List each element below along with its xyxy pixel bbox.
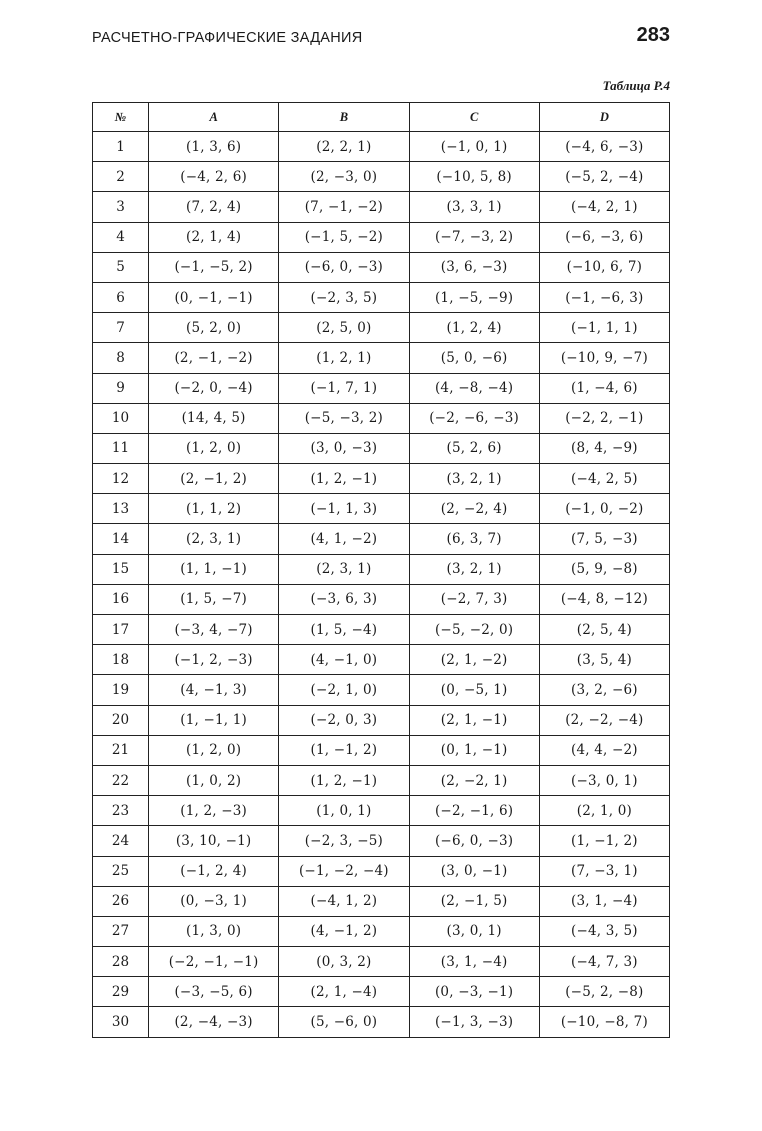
- cell-a: (1, 1, −1): [149, 554, 279, 584]
- cell-d: (−3, 0, 1): [539, 765, 669, 795]
- table-row: [93, 615, 670, 645]
- cell-a: (14, 4, 5): [149, 403, 279, 433]
- cell-b: (2, 3, 1): [279, 554, 409, 584]
- cell-a: (1, 3, 6): [149, 132, 279, 162]
- cell-b: (4, 1, −2): [279, 524, 409, 554]
- cell-d: (−4, 2, 5): [539, 464, 669, 494]
- cell-b: (−1, −2, −4): [279, 856, 409, 886]
- cell-d: (2, −2, −4): [539, 705, 669, 735]
- cell-c: (3, 2, 1): [409, 554, 539, 584]
- cell-a: (1, 0, 2): [149, 765, 279, 795]
- row-number: 19: [93, 675, 149, 705]
- cell-b: (5, −6, 0): [279, 1007, 409, 1037]
- cell-d: (−1, 1, 1): [539, 313, 669, 343]
- cell-b: (2, 1, −4): [279, 977, 409, 1007]
- column-header-d: D: [539, 103, 669, 132]
- table-row: [93, 524, 670, 554]
- table-row: [93, 765, 670, 795]
- row-number: 17: [93, 615, 149, 645]
- cell-d: (−10, 6, 7): [539, 252, 669, 282]
- table-row: [93, 675, 670, 705]
- cell-d: (−4, 2, 1): [539, 192, 669, 222]
- cell-b: (−5, −3, 2): [279, 403, 409, 433]
- cell-c: (1, 2, 4): [409, 313, 539, 343]
- cell-c: (−2, −1, 6): [409, 796, 539, 826]
- row-number: 1: [93, 132, 149, 162]
- table-row: [93, 494, 670, 524]
- row-number: 8: [93, 343, 149, 373]
- cell-d: (4, 4, −2): [539, 735, 669, 765]
- cell-a: (7, 2, 4): [149, 192, 279, 222]
- column-header-number: №: [93, 103, 149, 132]
- cell-a: (5, 2, 0): [149, 313, 279, 343]
- cell-a: (2, 3, 1): [149, 524, 279, 554]
- cell-d: (1, −1, 2): [539, 826, 669, 856]
- cell-a: (2, 1, 4): [149, 222, 279, 252]
- row-number: 16: [93, 584, 149, 614]
- cell-a: (1, 3, 0): [149, 916, 279, 946]
- cell-c: (0, 1, −1): [409, 735, 539, 765]
- cell-a: (2, −1, −2): [149, 343, 279, 373]
- table-row: [93, 645, 670, 675]
- cell-b: (4, −1, 2): [279, 916, 409, 946]
- cell-c: (−1, 0, 1): [409, 132, 539, 162]
- cell-c: (4, −8, −4): [409, 373, 539, 403]
- cell-b: (−1, 1, 3): [279, 494, 409, 524]
- row-number: 4: [93, 222, 149, 252]
- cell-a: (1, −1, 1): [149, 705, 279, 735]
- cell-a: (4, −1, 3): [149, 675, 279, 705]
- table-row: [93, 252, 670, 282]
- page-number: 283: [636, 24, 670, 46]
- cell-a: (2, −4, −3): [149, 1007, 279, 1037]
- cell-c: (−10, 5, 8): [409, 162, 539, 192]
- cell-a: (−2, −1, −1): [149, 947, 279, 977]
- table-row: [93, 947, 670, 977]
- coordinates-table: [92, 102, 670, 1038]
- cell-c: (0, −5, 1): [409, 675, 539, 705]
- cell-a: (1, 2, 0): [149, 735, 279, 765]
- cell-d: (−5, 2, −4): [539, 162, 669, 192]
- cell-b: (−2, 1, 0): [279, 675, 409, 705]
- cell-c: (−7, −3, 2): [409, 222, 539, 252]
- cell-d: (−1, 0, −2): [539, 494, 669, 524]
- cell-b: (2, 2, 1): [279, 132, 409, 162]
- row-number: 7: [93, 313, 149, 343]
- row-number: 23: [93, 796, 149, 826]
- table-row: [93, 132, 670, 162]
- cell-b: (2, 5, 0): [279, 313, 409, 343]
- cell-a: (−1, 2, −3): [149, 645, 279, 675]
- cell-d: (2, 5, 4): [539, 615, 669, 645]
- cell-b: (−2, 3, −5): [279, 826, 409, 856]
- cell-c: (2, −2, 4): [409, 494, 539, 524]
- cell-b: (−2, 3, 5): [279, 282, 409, 312]
- cell-a: (0, −1, −1): [149, 282, 279, 312]
- cell-d: (−4, 3, 5): [539, 916, 669, 946]
- cell-d: (−4, 7, 3): [539, 947, 669, 977]
- cell-d: (−4, 6, −3): [539, 132, 669, 162]
- cell-a: (0, −3, 1): [149, 886, 279, 916]
- cell-a: (1, 1, 2): [149, 494, 279, 524]
- column-header-a: A: [149, 103, 279, 132]
- row-number: 18: [93, 645, 149, 675]
- cell-b: (1, 2, 1): [279, 343, 409, 373]
- cell-d: (3, 1, −4): [539, 886, 669, 916]
- cell-d: (5, 9, −8): [539, 554, 669, 584]
- cell-b: (1, 0, 1): [279, 796, 409, 826]
- cell-b: (4, −1, 0): [279, 645, 409, 675]
- cell-d: (−1, −6, 3): [539, 282, 669, 312]
- cell-a: (1, 5, −7): [149, 584, 279, 614]
- cell-c: (5, 2, 6): [409, 433, 539, 463]
- row-number: 6: [93, 282, 149, 312]
- column-header-c: C: [409, 103, 539, 132]
- cell-b: (−4, 1, 2): [279, 886, 409, 916]
- cell-c: (−2, 7, 3): [409, 584, 539, 614]
- table-row: [93, 826, 670, 856]
- cell-c: (6, 3, 7): [409, 524, 539, 554]
- cell-b: (−3, 6, 3): [279, 584, 409, 614]
- cell-c: (−6, 0, −3): [409, 826, 539, 856]
- row-number: 2: [93, 162, 149, 192]
- cell-d: (−2, 2, −1): [539, 403, 669, 433]
- running-title: РАСЧЕТНО-ГРАФИЧЕСКИЕ ЗАДАНИЯ: [92, 30, 363, 46]
- row-number: 21: [93, 735, 149, 765]
- table-row: [93, 403, 670, 433]
- cell-a: (3, 10, −1): [149, 826, 279, 856]
- table-row: [93, 282, 670, 312]
- table-row: [93, 916, 670, 946]
- cell-b: (1, 2, −1): [279, 765, 409, 795]
- cell-d: (8, 4, −9): [539, 433, 669, 463]
- row-number: 29: [93, 977, 149, 1007]
- row-number: 28: [93, 947, 149, 977]
- row-number: 9: [93, 373, 149, 403]
- cell-c: (3, 0, −1): [409, 856, 539, 886]
- table-row: [93, 433, 670, 463]
- row-number: 14: [93, 524, 149, 554]
- cell-b: (1, −1, 2): [279, 735, 409, 765]
- table-row: [93, 343, 670, 373]
- cell-c: (3, 3, 1): [409, 192, 539, 222]
- cell-a: (2, −1, 2): [149, 464, 279, 494]
- cell-c: (2, −1, 5): [409, 886, 539, 916]
- cell-c: (5, 0, −6): [409, 343, 539, 373]
- table-row: [93, 796, 670, 826]
- table-caption: Таблица Р.4: [602, 78, 670, 93]
- row-number: 3: [93, 192, 149, 222]
- table-row: [93, 373, 670, 403]
- table-row: [93, 222, 670, 252]
- cell-b: (0, 3, 2): [279, 947, 409, 977]
- table-row: [93, 705, 670, 735]
- table-row: [93, 162, 670, 192]
- cell-c: (3, 2, 1): [409, 464, 539, 494]
- table-row: [93, 886, 670, 916]
- row-number: 20: [93, 705, 149, 735]
- cell-d: (7, −3, 1): [539, 856, 669, 886]
- cell-c: (3, 1, −4): [409, 947, 539, 977]
- row-number: 26: [93, 886, 149, 916]
- cell-c: (−5, −2, 0): [409, 615, 539, 645]
- cell-b: (1, 2, −1): [279, 464, 409, 494]
- cell-a: (−4, 2, 6): [149, 162, 279, 192]
- cell-d: (−10, 9, −7): [539, 343, 669, 373]
- page-header: [92, 22, 670, 56]
- cell-a: (−1, −5, 2): [149, 252, 279, 282]
- row-number: 24: [93, 826, 149, 856]
- cell-c: (2, 1, −1): [409, 705, 539, 735]
- table-row: [93, 192, 670, 222]
- cell-c: (3, 6, −3): [409, 252, 539, 282]
- table-row: [93, 1007, 670, 1037]
- cell-b: (−2, 0, 3): [279, 705, 409, 735]
- cell-c: (−1, 3, −3): [409, 1007, 539, 1037]
- table-body: [93, 132, 670, 1038]
- cell-b: (−1, 5, −2): [279, 222, 409, 252]
- row-number: 13: [93, 494, 149, 524]
- cell-b: (−6, 0, −3): [279, 252, 409, 282]
- cell-d: (−10, −8, 7): [539, 1007, 669, 1037]
- cell-a: (−1, 2, 4): [149, 856, 279, 886]
- cell-a: (−2, 0, −4): [149, 373, 279, 403]
- cell-c: (3, 0, 1): [409, 916, 539, 946]
- table-row: [93, 977, 670, 1007]
- table-row: [93, 856, 670, 886]
- row-number: 5: [93, 252, 149, 282]
- row-number: 27: [93, 916, 149, 946]
- cell-d: (2, 1, 0): [539, 796, 669, 826]
- cell-a: (−3, −5, 6): [149, 977, 279, 1007]
- row-number: 11: [93, 433, 149, 463]
- table-row: [93, 313, 670, 343]
- row-number: 22: [93, 765, 149, 795]
- cell-d: (1, −4, 6): [539, 373, 669, 403]
- cell-d: (−4, 8, −12): [539, 584, 669, 614]
- cell-a: (1, 2, 0): [149, 433, 279, 463]
- cell-a: (−3, 4, −7): [149, 615, 279, 645]
- row-number: 12: [93, 464, 149, 494]
- row-number: 15: [93, 554, 149, 584]
- row-number: 30: [93, 1007, 149, 1037]
- cell-b: (2, −3, 0): [279, 162, 409, 192]
- cell-b: (1, 5, −4): [279, 615, 409, 645]
- cell-d: (−5, 2, −8): [539, 977, 669, 1007]
- cell-d: (7, 5, −3): [539, 524, 669, 554]
- cell-c: (2, 1, −2): [409, 645, 539, 675]
- cell-c: (0, −3, −1): [409, 977, 539, 1007]
- cell-d: (−6, −3, 6): [539, 222, 669, 252]
- table-row: [93, 464, 670, 494]
- cell-a: (1, 2, −3): [149, 796, 279, 826]
- table-row: [93, 584, 670, 614]
- table-row: [93, 735, 670, 765]
- row-number: 25: [93, 856, 149, 886]
- cell-c: (−2, −6, −3): [409, 403, 539, 433]
- table-header-row: [93, 103, 670, 132]
- cell-c: (2, −2, 1): [409, 765, 539, 795]
- table-row: [93, 554, 670, 584]
- column-header-b: B: [279, 103, 409, 132]
- cell-d: (3, 2, −6): [539, 675, 669, 705]
- cell-d: (3, 5, 4): [539, 645, 669, 675]
- row-number: 10: [93, 403, 149, 433]
- cell-b: (−1, 7, 1): [279, 373, 409, 403]
- cell-c: (1, −5, −9): [409, 282, 539, 312]
- cell-b: (7, −1, −2): [279, 192, 409, 222]
- cell-b: (3, 0, −3): [279, 433, 409, 463]
